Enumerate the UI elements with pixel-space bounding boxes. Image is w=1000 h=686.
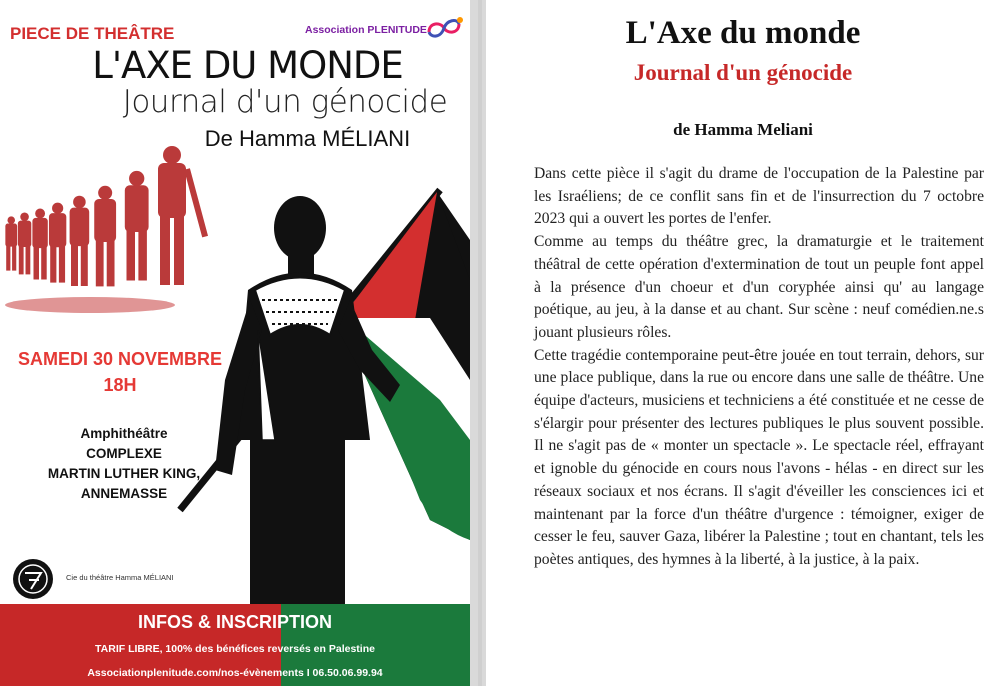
event-date-text: SAMEDI 30 NOVEMBRE (17, 349, 223, 369)
poster-label: PIECE DE THEÂTRE (10, 24, 175, 43)
document-title: L'Axe du monde (625, 15, 861, 51)
association-logo-icon (423, 14, 465, 42)
body-paragraph: Comme au temps du théâtre grec, la dramaturgie et le traitement théâtral de cette opération d'extermination de tout un peuple font appel à la présence d'un choeur et d'un coryphée ainsi qu' au langage poétique, au jeu, à la danse et au chant. Sur scène : neuf comédien.ne.s jouant plusieurs rôles. (534, 233, 984, 341)
association-name: Association PLENITUDE (305, 24, 427, 36)
pricing-text: TARIF LIBRE, 100% des bénéfices reversés en Palestine (95, 643, 375, 655)
info-band (0, 604, 470, 686)
venue-line: ANNEMASSE (80, 486, 168, 501)
man-silhouette-icon (215, 196, 400, 610)
event-date (10, 346, 230, 398)
poster-title: L'AXE DU MONDE (92, 44, 403, 87)
company-name: Cie du théâtre Hamma MÉLIANI (66, 573, 174, 582)
venue-line: COMPLEXE (86, 446, 162, 461)
venue-line: Amphithéâtre (80, 426, 168, 441)
event-poster (0, 0, 470, 686)
info-title: INFOS & INSCRIPTION (137, 612, 332, 632)
body-paragraph: Cette tragédie contemporaine peut-être jouée en tout terrain, dehors, sur une place publique, dans la rue ou encore dans une salle de théâtre. Une équipe d'acteurs, musiciens et techniciens a été constituée et ne cesse de s'élargir pour présenter des lectures publiques le plus souvent possible. Il ne s'agit pas de « monter un spectacle ». Le spectacle réel, effrayant et ignoble du génocide en cours nous l'avons - hélas - en direct sur les réseaux sociaux et nos écrans. Il s'agit d'éveiller les consciences ici et maintenant par la force d'un théâtre d'urgence : témoigner, exiger de cesser le feu, sauver Gaza, libérer la Palestine ; tout en chantant, tels les poètes antiques, des hymnes à la liberté, à la justice, à la paix. (534, 346, 984, 568)
document-body (534, 163, 984, 572)
poster-author: De Hamma MÉLIANI (204, 126, 411, 151)
panel-divider (478, 0, 482, 686)
document-subtitle: Journal d'un génocide (633, 60, 853, 85)
description-document (486, 0, 1000, 686)
company-logo-icon (12, 558, 54, 600)
soldiers-silhouette-icon (5, 146, 208, 313)
document-author: de Hamma Meliani (673, 120, 813, 139)
event-time: 18H (103, 375, 137, 395)
event-venue (10, 424, 238, 504)
body-paragraph: Dans cette pièce il s'agit du drame de l'occupation de la Palestine par les Israéliens; de ce conflit sans fin et de l'insurrection du 7 octobre 2023 qui a ouvert les portes de l'enfer. (534, 165, 984, 228)
poster-subtitle: Journal d'un génocide (122, 84, 448, 120)
venue-line: MARTIN LUTHER KING, (47, 466, 201, 481)
contact-text: Associationplenitude.com/nos-évènements I 06.50.06.99.94 (87, 667, 383, 679)
